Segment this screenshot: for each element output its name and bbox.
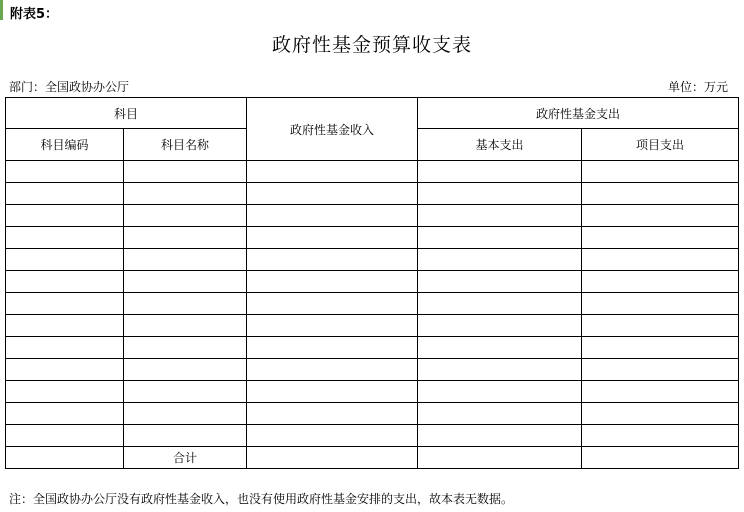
table-cell bbox=[247, 249, 418, 271]
table-cell bbox=[582, 403, 739, 425]
table-cell bbox=[582, 315, 739, 337]
header-subject-code: 科目编码 bbox=[6, 129, 124, 161]
total-row bbox=[6, 447, 739, 469]
table-cell bbox=[6, 293, 124, 315]
table-cell bbox=[6, 403, 124, 425]
header-expense-group: 政府性基金支出 bbox=[418, 98, 739, 129]
table-cell bbox=[582, 359, 739, 381]
table-cell bbox=[124, 337, 247, 359]
table-row bbox=[6, 271, 739, 293]
table-row bbox=[6, 183, 739, 205]
table-cell bbox=[582, 381, 739, 403]
table-cell bbox=[418, 183, 582, 205]
header-income: 政府性基金收入 bbox=[247, 98, 418, 161]
table-cell bbox=[124, 227, 247, 249]
table-cell bbox=[247, 205, 418, 227]
table-cell bbox=[582, 227, 739, 249]
table-cell bbox=[418, 403, 582, 425]
table-cell bbox=[247, 271, 418, 293]
table-cell bbox=[418, 271, 582, 293]
table-cell bbox=[418, 425, 582, 447]
appendix-label: 附表5： bbox=[10, 7, 59, 22]
table-cell bbox=[582, 293, 739, 315]
table-cell bbox=[247, 161, 418, 183]
budget-table bbox=[5, 97, 739, 469]
table-cell bbox=[247, 315, 418, 337]
table-row bbox=[6, 403, 739, 425]
table-cell bbox=[6, 227, 124, 249]
table-cell bbox=[247, 227, 418, 249]
table-cell bbox=[124, 293, 247, 315]
table-cell bbox=[418, 315, 582, 337]
table-row bbox=[6, 227, 739, 249]
table-cell bbox=[6, 183, 124, 205]
table-cell bbox=[247, 337, 418, 359]
table-row bbox=[6, 315, 739, 337]
corner-marker bbox=[0, 0, 3, 20]
table-row bbox=[6, 337, 739, 359]
table-cell bbox=[418, 249, 582, 271]
table-cell bbox=[582, 161, 739, 183]
table-cell bbox=[247, 425, 418, 447]
table-cell bbox=[247, 359, 418, 381]
table-cell bbox=[418, 337, 582, 359]
table-cell bbox=[6, 337, 124, 359]
table-cell bbox=[582, 271, 739, 293]
table-cell bbox=[6, 161, 124, 183]
table-row bbox=[6, 425, 739, 447]
table-cell bbox=[6, 315, 124, 337]
table-title: 政府性基金预算收支表 bbox=[271, 34, 472, 56]
table-cell bbox=[124, 359, 247, 381]
table-cell bbox=[6, 271, 124, 293]
table-row bbox=[6, 161, 739, 183]
table-cell bbox=[582, 425, 739, 447]
header-subject-name: 科目名称 bbox=[124, 129, 247, 161]
table-cell bbox=[124, 271, 247, 293]
total-label: 合计 bbox=[124, 447, 247, 469]
table-cell bbox=[418, 447, 582, 469]
header-subject-group: 科目 bbox=[6, 98, 247, 129]
unit-label: 单位：万元 bbox=[667, 80, 728, 94]
table-cell bbox=[6, 249, 124, 271]
table-cell bbox=[418, 359, 582, 381]
table-cell bbox=[582, 183, 739, 205]
table-cell bbox=[418, 227, 582, 249]
footnote: 注：全国政协办公厅没有政府性基金收入，也没有使用政府性基金安排的支出，故本表无数据。 bbox=[9, 492, 514, 506]
header-basic-expense: 基本支出 bbox=[418, 129, 582, 161]
table-cell bbox=[247, 381, 418, 403]
table-cell bbox=[124, 249, 247, 271]
table-cell bbox=[124, 425, 247, 447]
table-cell bbox=[124, 381, 247, 403]
table-row bbox=[6, 205, 739, 227]
table-cell bbox=[247, 447, 418, 469]
table-cell bbox=[6, 381, 124, 403]
table-cell bbox=[582, 447, 739, 469]
table-cell bbox=[124, 315, 247, 337]
table-cell bbox=[124, 403, 247, 425]
department-label: 部门：全国政协办公厅 bbox=[9, 80, 130, 94]
table-cell bbox=[6, 205, 124, 227]
table-row bbox=[6, 293, 739, 315]
table-cell bbox=[247, 403, 418, 425]
table-cell bbox=[124, 205, 247, 227]
table-cell bbox=[6, 425, 124, 447]
table-row bbox=[6, 249, 739, 271]
table-cell bbox=[6, 447, 124, 469]
table-cell bbox=[582, 249, 739, 271]
table-cell bbox=[582, 205, 739, 227]
table-cell bbox=[418, 381, 582, 403]
table-cell bbox=[418, 161, 582, 183]
table-cell bbox=[582, 337, 739, 359]
header-project-expense: 项目支出 bbox=[582, 129, 739, 161]
table-cell bbox=[247, 183, 418, 205]
table-cell bbox=[124, 161, 247, 183]
table-cell bbox=[247, 293, 418, 315]
table-cell bbox=[6, 359, 124, 381]
table-cell bbox=[124, 183, 247, 205]
table-row bbox=[6, 381, 739, 403]
table-cell bbox=[418, 293, 582, 315]
table-cell bbox=[418, 205, 582, 227]
table-row bbox=[6, 359, 739, 381]
